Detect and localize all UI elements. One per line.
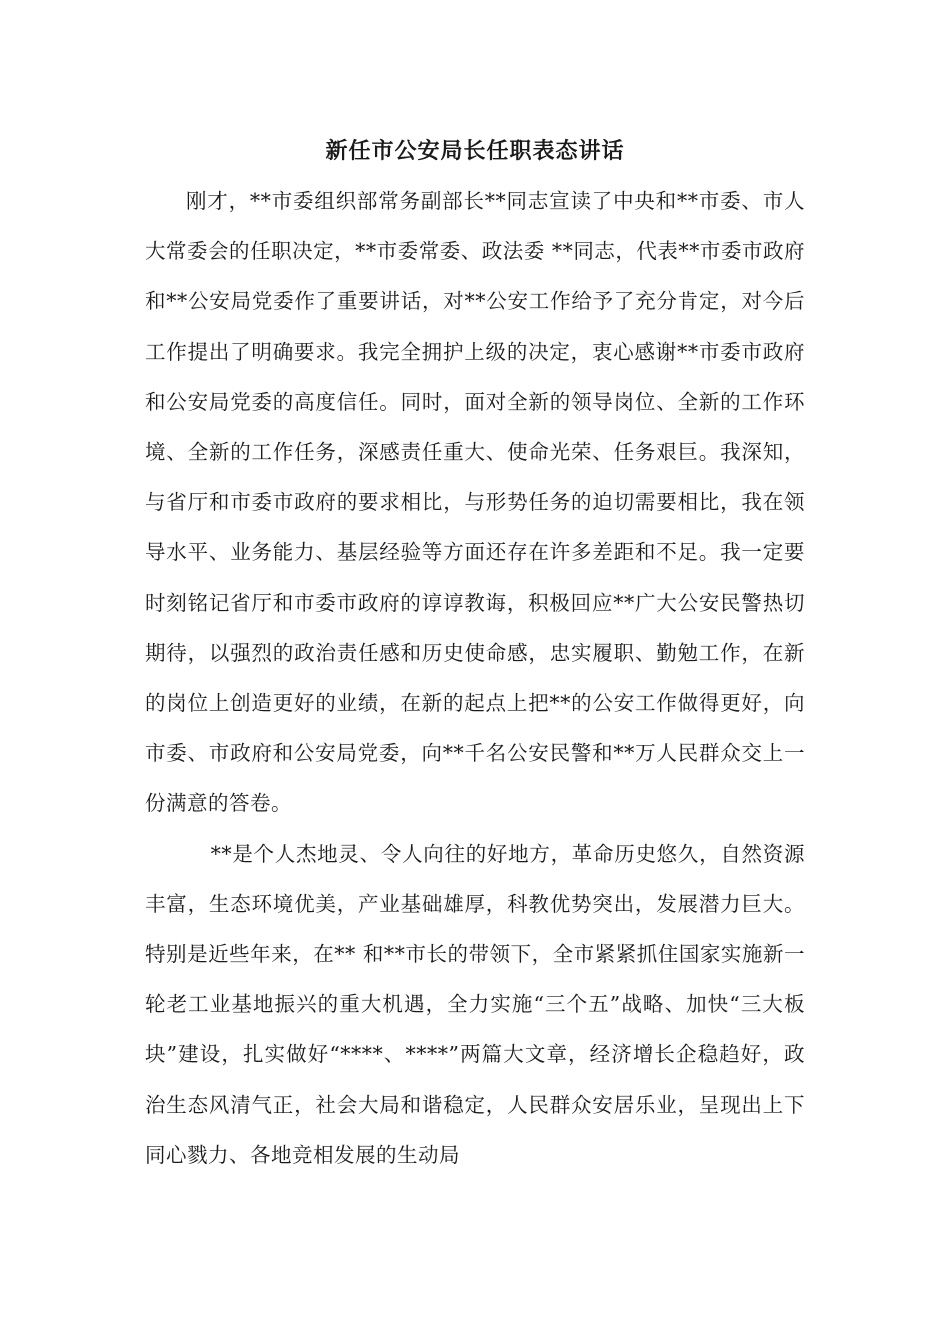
- document-body: [145, 176, 805, 1180]
- paragraph-1: 刚才，**市委组织部常务副部长**同志宣读了中央和**市委、市人大常委会的任职决定，**市委常委、政法委 **同志，代表**市委市政府和**公安局党委作了重要讲话，对**公安工作给予了充分肯定，对今后工作提出了明确要求。我完全拥护上级的决定，衷心感谢**市委市政府和公安局党委的高度信任。同时，面对全新的领导岗位、全新的工作环境、全新的工作任务，深感责任重大、使命光荣、任务艰巨。我深知，与省厅和市委市政府的要求相比，与形势任务的迫切需要相比，我在领导水平、业务能力、基层经验等方面还存在许多差距和不足。我一定要时刻铭记省厅和市委市政府的谆谆教诲，积极回应**广大公安民警热切期待，以强烈的政治责任感和历史使命感，忠实履职、勤勉工作，在新的岗位上创造更好的业绩，在新的起点上把**的公安工作做得更好，向市委、市政府和公安局党委，向**千名公安民警和**万人民群众交上一份满意的答卷。: [145, 189, 805, 816]
- document-title: 新任市公安局长任职表态讲话: [325, 139, 625, 164]
- paragraph-2: **是个人杰地灵、令人向往的好地方，革命历史悠久，自然资源丰富，生态环境优美，产业基础雄厚，科教优势突出，发展潜力巨大。特别是近些年来，在** 和**市长的带领下，全市紧紧抓住国家实施新一轮老工业基地振兴的重大机遇，全力实施“三个五”战略、加快“三大板块”建设，扎实做好“****、****”两篇大文章，经济增长企稳趋好，政治生态风清气正，社会大局和谐稳定，人民群众安居乐业，呈现出上下同心戮力、各地竞相发展的生动局: [145, 841, 805, 1167]
